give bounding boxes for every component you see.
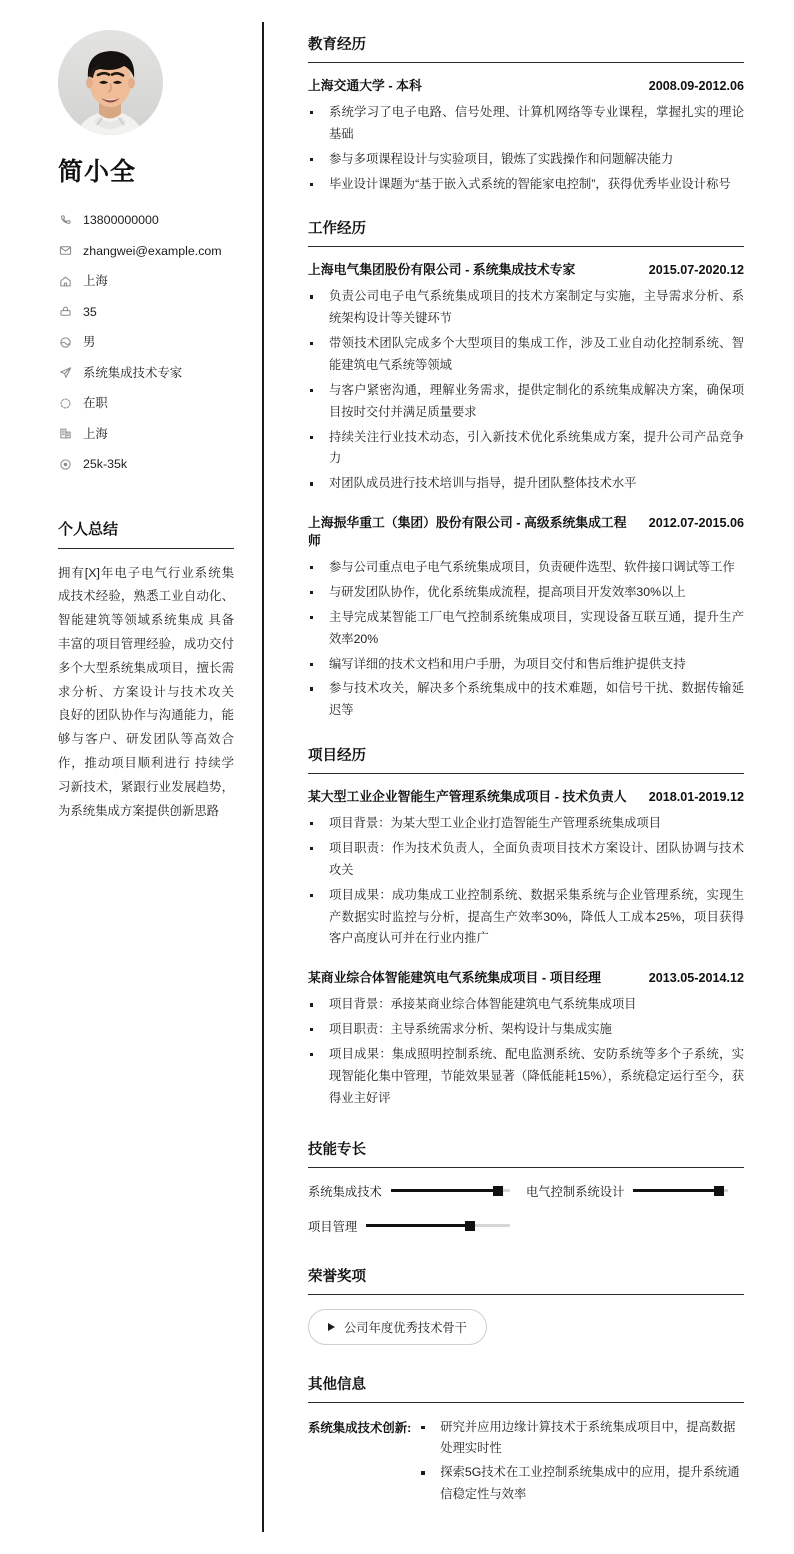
building-icon — [58, 427, 72, 441]
section-skills — [308, 1138, 744, 1235]
skill-fill — [366, 1224, 470, 1227]
other-group — [308, 1417, 744, 1509]
entry-header — [308, 77, 744, 95]
sidebar — [0, 0, 262, 1554]
triangle-right-icon — [328, 1323, 335, 1331]
skills-grid — [308, 1182, 744, 1235]
contact-value: 13800000000 — [83, 213, 159, 228]
section-title: 其他信息 — [308, 1373, 744, 1403]
section-education — [308, 33, 744, 195]
award-label: 公司年度优秀技术骨干 — [344, 1320, 467, 1335]
entry-date: 2013.05-2014.12 — [648, 971, 744, 986]
bullet-item: 研究并应用边缘计算技术于系统集成项目中，提高数据处理实时性 — [419, 1417, 744, 1461]
entry-title: 某商业综合体智能建筑电气系统集成项目 - 项目经理 — [308, 970, 601, 986]
skill-label: 电气控制系统设计 — [526, 1184, 625, 1199]
contact-value: 男 — [83, 335, 96, 350]
work-entry — [308, 261, 744, 495]
bullet-item: 持续关注行业技术动态，引入新技术优化系统集成方案，提升公司产品竞争力 — [308, 427, 744, 471]
contact-item-location — [58, 266, 234, 297]
contact-value: 上海 — [83, 274, 108, 289]
summary-section — [58, 518, 234, 824]
bullet-item: 与研发团队协作，优化系统集成流程，提高项目开发效率30%以上 — [308, 582, 744, 604]
contact-value: 上海 — [83, 426, 108, 441]
bullet-item: 毕业设计课题为“基于嵌入式系统的智能家电控制”，获得优秀毕业设计称号 — [308, 174, 744, 196]
skill-slider[interactable] — [633, 1189, 728, 1192]
bullet-item: 项目职责：主导系统需求分析、架构设计与集成实施 — [308, 1019, 744, 1041]
section-title: 项目经历 — [308, 744, 744, 774]
bullet-item: 参与技术攻关，解决多个系统集成中的技术难题，如信号干扰、数据传输延迟等 — [308, 678, 744, 722]
skill-row — [526, 1182, 744, 1200]
section-work — [308, 217, 744, 722]
contact-value: 系统集成技术专家 — [83, 365, 183, 380]
skill-row — [308, 1182, 526, 1200]
paper-plane-icon — [58, 366, 72, 380]
bullet-item: 参与多项课程设计与实验项目，锻炼了实践操作和问题解决能力 — [308, 149, 744, 171]
skill-slider[interactable] — [391, 1189, 510, 1192]
entry-bullets — [308, 286, 744, 495]
contact-item-city — [58, 419, 234, 450]
section-title: 荣誉奖项 — [308, 1265, 744, 1295]
skill-slider[interactable] — [366, 1224, 510, 1227]
bullet-item: 项目职责：作为技术负责人，全面负责项目技术方案设计、团队协调与技术攻关 — [308, 838, 744, 882]
age-icon — [58, 305, 72, 319]
entry-bullets — [308, 994, 744, 1109]
entry-date: 2018.01-2019.12 — [648, 790, 744, 805]
column-divider — [262, 22, 264, 1532]
section-title: 工作经历 — [308, 217, 744, 247]
page-title: 简小全 — [58, 158, 137, 186]
bullet-item: 与客户紧密沟通，理解业务需求，提供定制化的系统集成解决方案，确保项目按时交付并满足质量要求 — [308, 380, 744, 424]
contact-value: 在职 — [83, 396, 108, 411]
contact-item-salary — [58, 449, 234, 480]
contact-item-position — [58, 358, 234, 389]
section-projects — [308, 744, 744, 1109]
section-title: 技能专长 — [308, 1138, 744, 1168]
skill-knob[interactable] — [714, 1186, 724, 1196]
bullet-item: 项目成果：成功集成工业控制系统、数据采集系统与企业管理系统，实现生产数据实时监控与分析，提高生产效率30%，降低人工成本25%，项目获得客户高度认可并在行业内推广 — [308, 885, 744, 951]
entry-title: 上海振华重工（集团）股份有限公司 - 高级系统集成工程师 — [308, 515, 627, 549]
entry-title: 上海电气集团股份有限公司 - 系统集成技术专家 — [308, 262, 576, 278]
section-awards — [308, 1265, 744, 1345]
entry-bullets — [308, 557, 744, 722]
bullet-item: 系统学习了电子电路、信号处理、计算机网络等专业课程，掌握扎实的理论基础 — [308, 102, 744, 146]
other-label: 系统集成技术创新: — [308, 1420, 412, 1435]
other-bullets — [419, 1417, 744, 1509]
refresh-icon — [58, 396, 72, 410]
entry-date: 2015.07-2020.12 — [648, 263, 744, 278]
entry-date: 2008.09-2012.06 — [648, 79, 744, 93]
skill-knob[interactable] — [493, 1186, 503, 1196]
bullet-item: 参与公司重点电子电气系统集成项目，负责硬件选型、软件接口调试等工作 — [308, 557, 744, 579]
bullet-item: 负责公司电子电气系统集成项目的技术方案制定与实施，主导需求分析、系统架构设计等关键环节 — [308, 286, 744, 330]
bullet-item: 项目成果：集成照明控制系统、配电监测系统、安防系统等多个子系统，实现智能化集中管理，节能效果显著（降低能耗15%），系统稳定运行至今，获得业主好评 — [308, 1044, 744, 1110]
entry-bullets — [308, 102, 744, 196]
education-entry — [308, 77, 744, 195]
contact-item-age — [58, 297, 234, 328]
entry-bullets — [308, 813, 744, 950]
entry-date: 2012.07-2015.06 — [648, 516, 744, 531]
envelope-icon — [58, 244, 72, 258]
bullet-item: 对团队成员进行技术培训与指导，提升团队整体技术水平 — [308, 473, 744, 495]
skill-knob[interactable] — [465, 1221, 475, 1231]
contact-item-status — [58, 388, 234, 419]
bullet-item: 探索5G技术在工业控制系统集成中的应用，提升系统通信稳定性与效率 — [419, 1462, 744, 1506]
home-icon — [58, 274, 72, 288]
gender-icon — [58, 335, 72, 349]
entry-title: 上海交通大学 - 本科 — [308, 78, 422, 93]
skill-row — [308, 1217, 526, 1235]
skill-fill — [391, 1189, 498, 1192]
project-entry — [308, 969, 744, 1109]
avatar — [58, 30, 163, 135]
section-other — [308, 1373, 744, 1509]
entry-header — [308, 788, 744, 806]
bullet-item: 项目背景：为某大型工业企业打造智能生产管理系统集成项目 — [308, 813, 744, 835]
contact-item-gender — [58, 327, 234, 358]
bullet-item: 项目背景：承接某商业综合体智能建筑电气系统集成项目 — [308, 994, 744, 1016]
skill-label: 系统集成技术 — [308, 1184, 382, 1199]
contact-value: 35 — [83, 304, 97, 319]
bullet-item: 主导完成某智能工厂电气控制系统集成项目，实现设备互联互通，提升生产效率20% — [308, 607, 744, 651]
skill-label: 项目管理 — [308, 1219, 358, 1234]
contact-list — [58, 205, 234, 480]
skill-fill — [633, 1189, 718, 1192]
entry-title: 某大型工业企业智能生产管理系统集成项目 - 技术负责人 — [308, 789, 627, 805]
section-title: 教育经历 — [308, 33, 744, 63]
bullet-item: 带领技术团队完成多个大型项目的集成工作，涉及工业自动化控制系统、智能建筑电气系统等领域 — [308, 333, 744, 377]
entry-header — [308, 969, 744, 987]
bullet-item: 编写详细的技术文档和用户手册，为项目交付和售后维护提供支持 — [308, 654, 744, 676]
awards-row — [308, 1309, 744, 1345]
entry-header — [308, 514, 744, 550]
contact-value: 25k-35k — [83, 457, 128, 472]
phone-icon — [58, 213, 72, 227]
summary-title: 个人总结 — [58, 518, 234, 549]
summary-text: 拥有[X]年电子电气行业系统集成技术经验，熟悉工业自动化、智能建筑等领域系统集成 具备丰富的项目管理经验，成功交付多个大型系统集成项目，擅长需求分析、方案设计与技术攻关 良好的团队协作与沟通能力，能够与客户、研发团队等高效合作，推动项目顺利进行 持续学习新技术，紧跟行业发展趋势，为系统集成方案提供创新思路 — [58, 565, 234, 818]
award-tag[interactable] — [308, 1309, 487, 1345]
contact-item-phone — [58, 205, 234, 236]
project-entry — [308, 788, 744, 950]
work-entry — [308, 514, 744, 722]
main-content — [262, 0, 794, 1554]
contact-value: zhangwei@example.com — [83, 243, 222, 258]
entry-header — [308, 261, 744, 279]
salary-icon — [58, 457, 72, 471]
contact-item-email — [58, 236, 234, 267]
